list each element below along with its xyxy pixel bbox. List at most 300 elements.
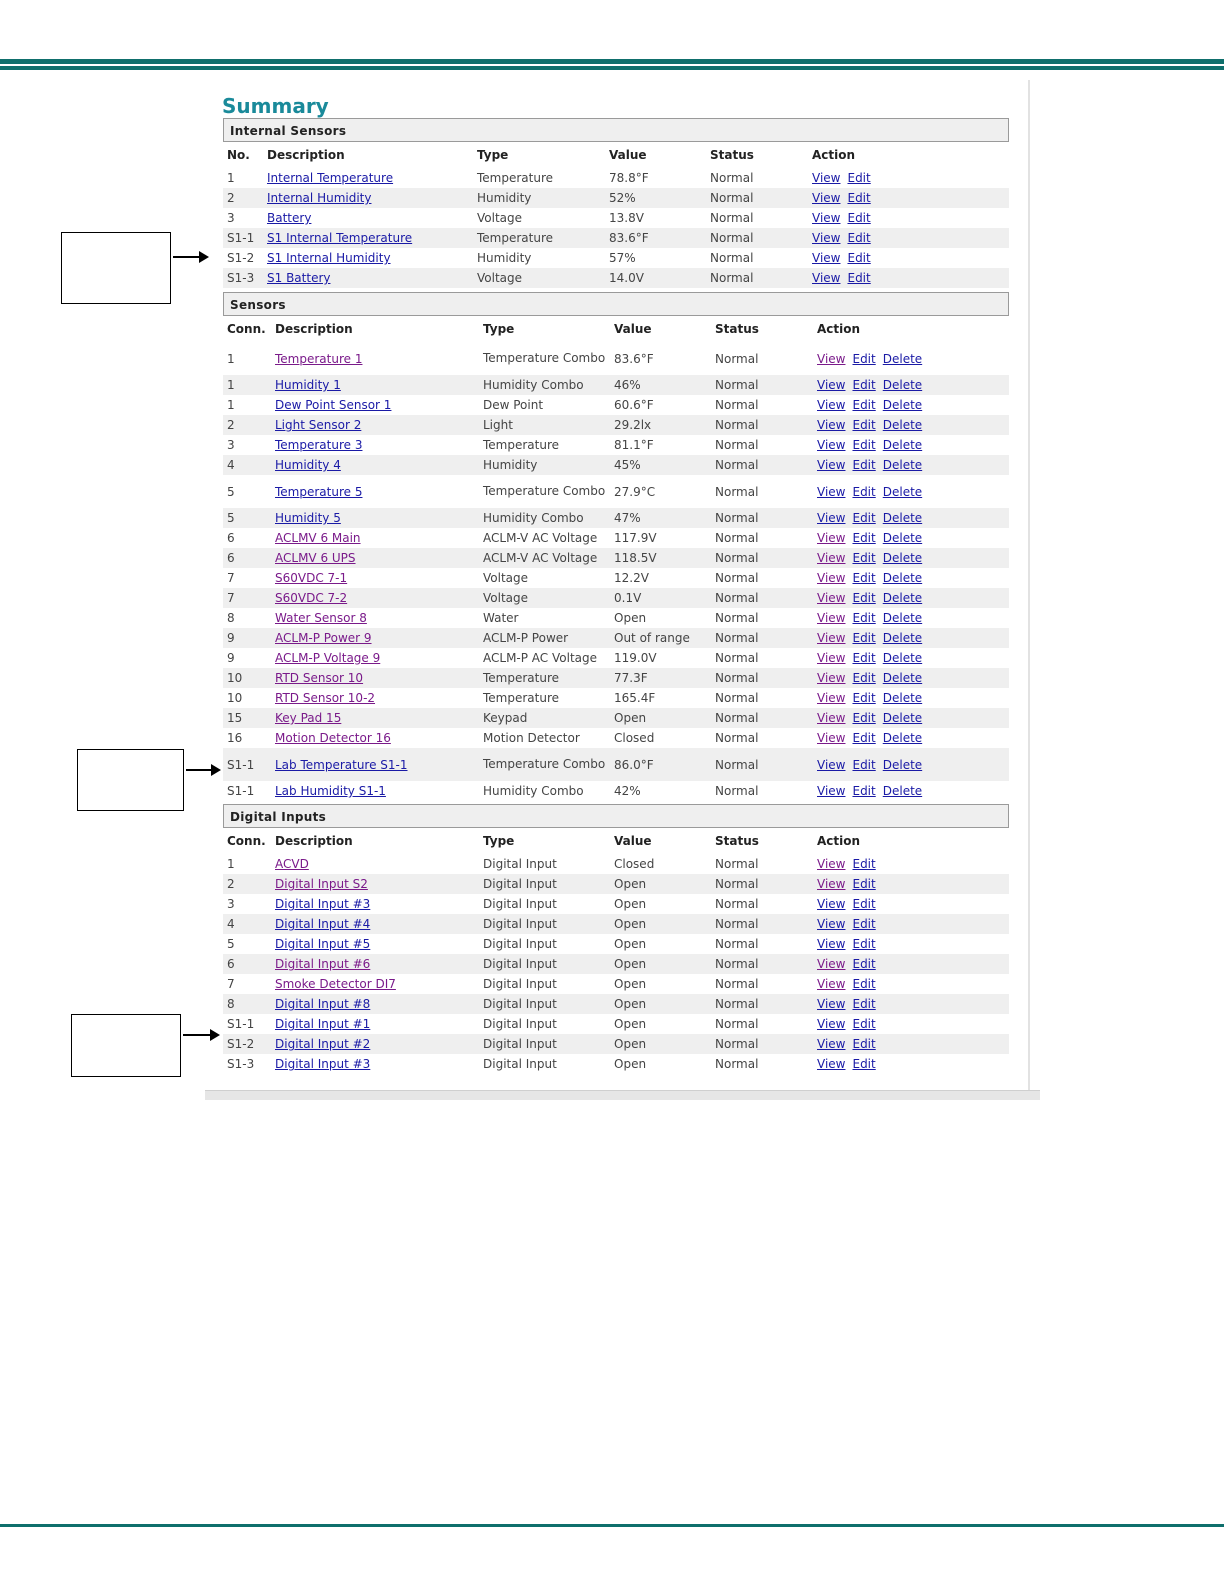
conn-cell: S1-3 xyxy=(227,1057,255,1071)
status-cell: Normal xyxy=(715,398,759,412)
action-cell xyxy=(813,708,1009,728)
edit-link[interactable]: Edit xyxy=(852,651,876,665)
conn-cell: 5 xyxy=(227,937,235,951)
type-cell: Humidity xyxy=(473,188,605,208)
view-link[interactable]: View xyxy=(817,651,846,665)
status-cell: Normal xyxy=(715,691,759,705)
edit-link[interactable]: Edit xyxy=(847,271,871,285)
description-link[interactable]: Humidity 4 xyxy=(275,458,341,472)
edit-link[interactable]: Edit xyxy=(852,917,876,931)
conn-cell: 1 xyxy=(227,398,235,412)
action-cell xyxy=(813,728,1009,748)
delete-link[interactable]: Delete xyxy=(882,511,923,525)
delete-link[interactable]: Delete xyxy=(882,591,923,605)
delete-link[interactable]: Delete xyxy=(882,757,923,772)
view-link[interactable]: View xyxy=(817,857,846,871)
edit-link[interactable]: Edit xyxy=(847,211,871,225)
type-cell: Temperature xyxy=(473,228,605,248)
action-cell xyxy=(813,914,1009,934)
description-cell xyxy=(271,874,479,894)
edit-link[interactable]: Edit xyxy=(847,231,871,245)
table-row xyxy=(223,688,1009,708)
edit-link[interactable]: Edit xyxy=(852,977,876,991)
delete-link[interactable]: Delete xyxy=(882,351,923,366)
type-cell: Water xyxy=(483,610,519,625)
table-row xyxy=(223,168,1009,188)
type-cell: Digital Input xyxy=(483,856,557,871)
type-cell: Light xyxy=(479,415,610,435)
value-cell: Open xyxy=(614,611,647,625)
description-link[interactable]: Digital Input #3 xyxy=(275,897,371,911)
status-cell: Normal xyxy=(706,268,808,288)
description-link[interactable]: Humidity 1 xyxy=(275,378,341,392)
view-link[interactable]: View xyxy=(817,757,846,772)
edit-link[interactable]: Edit xyxy=(852,1017,876,1031)
delete-link[interactable]: Delete xyxy=(882,571,923,585)
view-link[interactable]: View xyxy=(817,398,846,412)
edit-link[interactable]: Edit xyxy=(852,731,876,745)
description-cell xyxy=(271,748,479,781)
type-cell: Digital Input xyxy=(479,874,610,894)
status-cell: Normal xyxy=(715,897,759,911)
description-link[interactable]: Lab Temperature S1-1 xyxy=(275,757,408,772)
description-link[interactable]: Dew Point Sensor 1 xyxy=(275,398,392,412)
digital-inputs-heading: Digital Inputs xyxy=(223,804,1009,828)
type-cell: Digital Input xyxy=(479,1034,610,1054)
action-cell xyxy=(813,435,1009,455)
type-cell: Humidity Combo xyxy=(479,508,610,528)
description-link[interactable]: Internal Humidity xyxy=(267,191,372,205)
view-link[interactable]: View xyxy=(812,231,841,245)
view-link[interactable]: View xyxy=(817,571,846,585)
description-cell xyxy=(271,608,479,628)
description-link[interactable]: Digital Input #6 xyxy=(275,957,371,971)
edit-link[interactable]: Edit xyxy=(852,784,876,798)
action-cell xyxy=(813,608,1009,628)
description-cell xyxy=(263,248,473,268)
view-link[interactable]: View xyxy=(812,271,841,285)
view-link[interactable]: View xyxy=(817,591,846,605)
value-cell: Closed xyxy=(614,731,655,745)
view-link[interactable]: View xyxy=(817,784,846,798)
edit-link[interactable]: Edit xyxy=(847,191,871,205)
table-row xyxy=(223,415,1009,435)
status-cell: Normal xyxy=(711,874,813,894)
view-link[interactable]: View xyxy=(817,897,846,911)
delete-link[interactable]: Delete xyxy=(882,418,923,432)
type-cell: Humidity Combo xyxy=(483,783,584,798)
value-cell: 46% xyxy=(610,375,711,395)
callout-arrow-digital xyxy=(183,1034,218,1036)
description-cell xyxy=(263,188,473,208)
edit-link[interactable]: Edit xyxy=(852,711,876,725)
description-cell xyxy=(271,1054,479,1074)
view-link[interactable]: View xyxy=(817,438,846,452)
view-link[interactable]: View xyxy=(817,484,846,499)
type-cell: ACLM-V AC Voltage xyxy=(479,548,610,568)
delete-link[interactable]: Delete xyxy=(882,784,923,798)
callout-box-digital xyxy=(71,1014,181,1077)
action-cell xyxy=(813,954,1009,974)
action-cell xyxy=(813,1014,1009,1034)
action-cell xyxy=(813,548,1009,568)
status-cell: Normal xyxy=(711,954,813,974)
type-cell: Digital Input xyxy=(479,954,610,974)
view-link[interactable]: View xyxy=(817,351,846,366)
value-cell: 14.0V xyxy=(605,268,706,288)
table-row xyxy=(223,934,1009,954)
description-link[interactable]: Digital Input S2 xyxy=(275,877,368,891)
status-cell: Normal xyxy=(711,588,813,608)
col-header-status: Status xyxy=(710,148,754,162)
digital-inputs-section xyxy=(223,804,1009,1074)
description-cell xyxy=(271,668,479,688)
view-link[interactable]: View xyxy=(817,418,846,432)
edit-link[interactable]: Edit xyxy=(852,484,876,499)
value-cell: 118.5V xyxy=(610,548,711,568)
col-header-description: Description xyxy=(275,834,353,848)
description-link[interactable]: Digital Input #4 xyxy=(275,917,371,931)
action-cell xyxy=(813,934,1009,954)
value-cell: Open xyxy=(614,977,647,991)
description-link[interactable]: Digital Input #1 xyxy=(275,1017,371,1031)
view-link[interactable]: View xyxy=(817,937,846,951)
description-link[interactable]: Digital Input #2 xyxy=(275,1037,371,1051)
conn-cell: 5 xyxy=(227,484,235,499)
edit-link[interactable]: Edit xyxy=(852,438,876,452)
col-header-no: No. xyxy=(227,148,250,162)
value-cell: Open xyxy=(610,874,711,894)
description-link[interactable]: ACVD xyxy=(275,857,309,871)
conn-cell: 6 xyxy=(223,954,271,974)
view-link[interactable]: View xyxy=(812,191,841,205)
table-row xyxy=(223,628,1009,648)
view-link[interactable]: View xyxy=(817,997,846,1011)
view-link[interactable]: View xyxy=(812,171,841,185)
delete-link[interactable]: Delete xyxy=(882,691,923,705)
digital-inputs-table xyxy=(223,828,1009,1074)
action-cell xyxy=(808,268,1009,288)
description-link[interactable]: S60VDC 7-2 xyxy=(275,591,348,605)
sensors-section xyxy=(223,292,1009,801)
table-row xyxy=(223,568,1009,588)
description-link[interactable]: Smoke Detector DI7 xyxy=(275,977,396,991)
status-cell: Normal xyxy=(715,571,759,585)
description-link[interactable]: RTD Sensor 10 xyxy=(275,671,364,685)
value-cell: 42% xyxy=(614,784,641,798)
type-cell: Digital Input xyxy=(483,976,557,991)
view-link[interactable]: View xyxy=(817,691,846,705)
view-link[interactable]: View xyxy=(817,1017,846,1031)
description-link[interactable]: Temperature 5 xyxy=(275,484,363,499)
status-cell: Normal xyxy=(711,1034,813,1054)
view-link[interactable]: View xyxy=(817,611,846,625)
delete-link[interactable]: Delete xyxy=(882,671,923,685)
type-cell: Temperature xyxy=(483,437,560,452)
col-header-value: Value xyxy=(614,322,652,336)
type-cell: Digital Input xyxy=(483,936,557,951)
conn-cell: 4 xyxy=(223,455,271,475)
edit-link[interactable]: Edit xyxy=(852,611,876,625)
type-cell: Temperature xyxy=(483,690,560,705)
table-row xyxy=(223,608,1009,628)
col-header-action: Action xyxy=(817,322,861,336)
type-cell: Motion Detector xyxy=(483,730,580,745)
status-cell: Normal xyxy=(715,1017,759,1031)
edit-link[interactable]: Edit xyxy=(852,1057,876,1071)
value-cell: Open xyxy=(610,914,711,934)
description-cell xyxy=(263,268,473,288)
description-link[interactable]: S1 Battery xyxy=(267,271,331,285)
action-cell xyxy=(813,375,1009,395)
description-link[interactable]: Lab Humidity S1-1 xyxy=(275,784,386,798)
description-link[interactable]: S1 Internal Humidity xyxy=(267,251,391,265)
description-link[interactable]: Key Pad 15 xyxy=(275,711,342,725)
description-link[interactable]: Light Sensor 2 xyxy=(275,418,362,432)
status-cell: Normal xyxy=(710,251,754,265)
delete-link[interactable]: Delete xyxy=(882,631,923,645)
edit-link[interactable]: Edit xyxy=(852,997,876,1011)
type-cell: Humidity xyxy=(477,250,532,265)
description-link[interactable]: Digital Input #3 xyxy=(275,1057,371,1071)
edit-link[interactable]: Edit xyxy=(852,591,876,605)
type-cell: ACLM-P Power xyxy=(479,628,610,648)
value-cell: Open xyxy=(610,708,711,728)
conn-cell: 2 xyxy=(223,415,271,435)
description-link[interactable]: ACLMV 6 UPS xyxy=(275,551,356,565)
description-cell xyxy=(271,475,479,508)
view-link[interactable]: View xyxy=(817,1057,846,1071)
edit-link[interactable]: Edit xyxy=(852,877,876,891)
callout-box-internal xyxy=(61,232,171,304)
status-cell: Normal xyxy=(715,438,759,452)
conn-cell: 7 xyxy=(223,588,271,608)
action-cell xyxy=(813,688,1009,708)
description-link[interactable]: Motion Detector 16 xyxy=(275,731,391,745)
description-cell xyxy=(271,508,479,528)
type-cell: Digital Input xyxy=(479,994,610,1014)
description-link[interactable]: Temperature 3 xyxy=(275,438,363,452)
type-cell: Voltage xyxy=(483,570,529,585)
conn-cell: 1 xyxy=(227,351,235,366)
description-link[interactable]: S60VDC 7-1 xyxy=(275,571,348,585)
description-link[interactable]: Battery xyxy=(267,211,312,225)
edit-link[interactable]: Edit xyxy=(852,571,876,585)
callout-arrow-internal xyxy=(173,256,207,258)
edit-link[interactable]: Edit xyxy=(852,957,876,971)
view-link[interactable]: View xyxy=(817,631,846,645)
delete-link[interactable]: Delete xyxy=(882,651,923,665)
view-link[interactable]: View xyxy=(817,671,846,685)
description-link[interactable]: Digital Input #8 xyxy=(275,997,371,1011)
table-row xyxy=(223,954,1009,974)
edit-link[interactable]: Edit xyxy=(852,937,876,951)
col-header-conn: Conn. xyxy=(227,834,266,848)
value-cell: 47% xyxy=(610,508,711,528)
digital-header-row xyxy=(223,828,1009,854)
view-link[interactable]: View xyxy=(817,458,846,472)
status-cell: Normal xyxy=(715,351,759,366)
table-row xyxy=(223,994,1009,1014)
description-link[interactable]: ACLMV 6 Main xyxy=(275,531,361,545)
sensors-header-row xyxy=(223,316,1009,342)
action-cell xyxy=(813,475,1009,508)
description-link[interactable]: RTD Sensor 10-2 xyxy=(275,691,376,705)
delete-link[interactable]: Delete xyxy=(882,611,923,625)
description-link[interactable]: S1 Internal Temperature xyxy=(267,231,413,245)
col-header-type: Type xyxy=(477,148,509,162)
edit-link[interactable]: Edit xyxy=(852,671,876,685)
action-cell xyxy=(808,168,1009,188)
view-link[interactable]: View xyxy=(817,531,846,545)
description-cell xyxy=(263,168,473,188)
value-cell: Open xyxy=(614,1057,647,1071)
description-cell xyxy=(271,455,479,475)
conn-cell: 3 xyxy=(227,897,235,911)
delete-link[interactable]: Delete xyxy=(882,484,923,499)
edit-link[interactable]: Edit xyxy=(852,398,876,412)
action-cell xyxy=(813,455,1009,475)
edit-link[interactable]: Edit xyxy=(847,171,871,185)
description-link[interactable]: ACLM-P Power 9 xyxy=(275,631,372,645)
conn-cell: S1-1 xyxy=(223,748,271,781)
delete-link[interactable]: Delete xyxy=(882,398,923,412)
description-link[interactable]: Internal Temperature xyxy=(267,171,394,185)
conn-cell: 1 xyxy=(227,857,235,871)
action-cell xyxy=(813,415,1009,435)
status-cell: Normal xyxy=(711,668,813,688)
description-cell xyxy=(271,854,479,874)
description-link[interactable]: Water Sensor 8 xyxy=(275,611,367,625)
description-cell xyxy=(271,914,479,934)
description-cell xyxy=(271,548,479,568)
description-link[interactable]: Humidity 5 xyxy=(275,511,341,525)
edit-link[interactable]: Edit xyxy=(852,351,876,366)
value-cell: Open xyxy=(614,897,647,911)
delete-link[interactable]: Delete xyxy=(882,378,923,392)
col-header-action: Action xyxy=(817,834,861,848)
conn-cell: 4 xyxy=(223,914,271,934)
delete-link[interactable]: Delete xyxy=(882,711,923,725)
view-link[interactable]: View xyxy=(817,957,846,971)
edit-link[interactable]: Edit xyxy=(852,631,876,645)
table-row xyxy=(223,1014,1009,1034)
action-cell xyxy=(808,208,1009,228)
conn-cell: 15 xyxy=(223,708,271,728)
edit-link[interactable]: Edit xyxy=(852,551,876,565)
status-cell: Normal xyxy=(711,415,813,435)
delete-link[interactable]: Delete xyxy=(882,531,923,545)
table-row xyxy=(223,342,1009,375)
view-link[interactable]: View xyxy=(817,511,846,525)
description-cell xyxy=(271,435,479,455)
value-cell: 86.0°F xyxy=(610,748,711,781)
edit-link[interactable]: Edit xyxy=(852,857,876,871)
description-link[interactable]: ACLM-P Voltage 9 xyxy=(275,651,381,665)
conn-cell: 7 xyxy=(227,977,235,991)
delete-link[interactable]: Delete xyxy=(882,458,923,472)
description-cell xyxy=(271,894,479,914)
conn-cell: 3 xyxy=(227,211,235,225)
description-cell xyxy=(271,1034,479,1054)
sensors-table xyxy=(223,316,1009,801)
value-cell: 60.6°F xyxy=(614,398,654,412)
col-header-status: Status xyxy=(715,322,759,336)
delete-link[interactable]: Delete xyxy=(882,551,923,565)
action-cell xyxy=(808,188,1009,208)
value-cell: Out of range xyxy=(610,628,711,648)
type-cell: Digital Input xyxy=(483,896,557,911)
view-link[interactable]: View xyxy=(812,211,841,225)
value-cell: 13.8V xyxy=(609,211,644,225)
type-cell: Temperature xyxy=(477,170,554,185)
view-link[interactable]: View xyxy=(817,977,846,991)
conn-cell: S1-1 xyxy=(227,784,255,798)
table-row xyxy=(223,548,1009,568)
description-link[interactable]: Digital Input #5 xyxy=(275,937,371,951)
col-header-value: Value xyxy=(614,834,652,848)
conn-cell: 2 xyxy=(223,874,271,894)
table-row xyxy=(223,208,1009,228)
value-cell: 27.9°C xyxy=(614,484,656,499)
value-cell: Open xyxy=(614,1017,647,1031)
table-row xyxy=(223,894,1009,914)
view-link[interactable]: View xyxy=(817,1037,846,1051)
action-cell xyxy=(813,508,1009,528)
view-link[interactable]: View xyxy=(817,917,846,931)
edit-link[interactable]: Edit xyxy=(852,378,876,392)
status-cell: Normal xyxy=(715,1057,759,1071)
edit-link[interactable]: Edit xyxy=(852,691,876,705)
description-cell xyxy=(263,208,473,228)
view-link[interactable]: View xyxy=(817,551,846,565)
action-cell xyxy=(813,668,1009,688)
edit-link[interactable]: Edit xyxy=(852,418,876,432)
status-cell: Normal xyxy=(715,977,759,991)
edit-link[interactable]: Edit xyxy=(852,458,876,472)
value-cell: Open xyxy=(614,937,647,951)
type-cell: Temperature Combo xyxy=(479,748,610,781)
description-cell xyxy=(271,528,479,548)
view-link[interactable]: View xyxy=(817,711,846,725)
table-row xyxy=(223,1054,1009,1074)
description-cell xyxy=(263,228,473,248)
status-cell: Normal xyxy=(711,375,813,395)
table-row xyxy=(223,668,1009,688)
table-row xyxy=(223,648,1009,668)
delete-link[interactable]: Delete xyxy=(882,438,923,452)
view-link[interactable]: View xyxy=(817,378,846,392)
edit-link[interactable]: Edit xyxy=(852,897,876,911)
edit-link[interactable]: Edit xyxy=(852,1037,876,1051)
table-row xyxy=(223,528,1009,548)
delete-link[interactable]: Delete xyxy=(882,731,923,745)
table-row xyxy=(223,268,1009,288)
action-cell xyxy=(813,568,1009,588)
edit-link[interactable]: Edit xyxy=(852,757,876,772)
value-cell: 81.1°F xyxy=(614,438,654,452)
edit-link[interactable]: Edit xyxy=(847,251,871,265)
description-link[interactable]: Temperature 1 xyxy=(275,351,363,366)
conn-cell: 10 xyxy=(227,691,243,705)
view-link[interactable]: View xyxy=(817,877,846,891)
view-link[interactable]: View xyxy=(817,731,846,745)
edit-link[interactable]: Edit xyxy=(852,511,876,525)
view-link[interactable]: View xyxy=(812,251,841,265)
description-cell xyxy=(271,728,479,748)
edit-link[interactable]: Edit xyxy=(852,531,876,545)
conn-cell: S1-1 xyxy=(223,228,263,248)
